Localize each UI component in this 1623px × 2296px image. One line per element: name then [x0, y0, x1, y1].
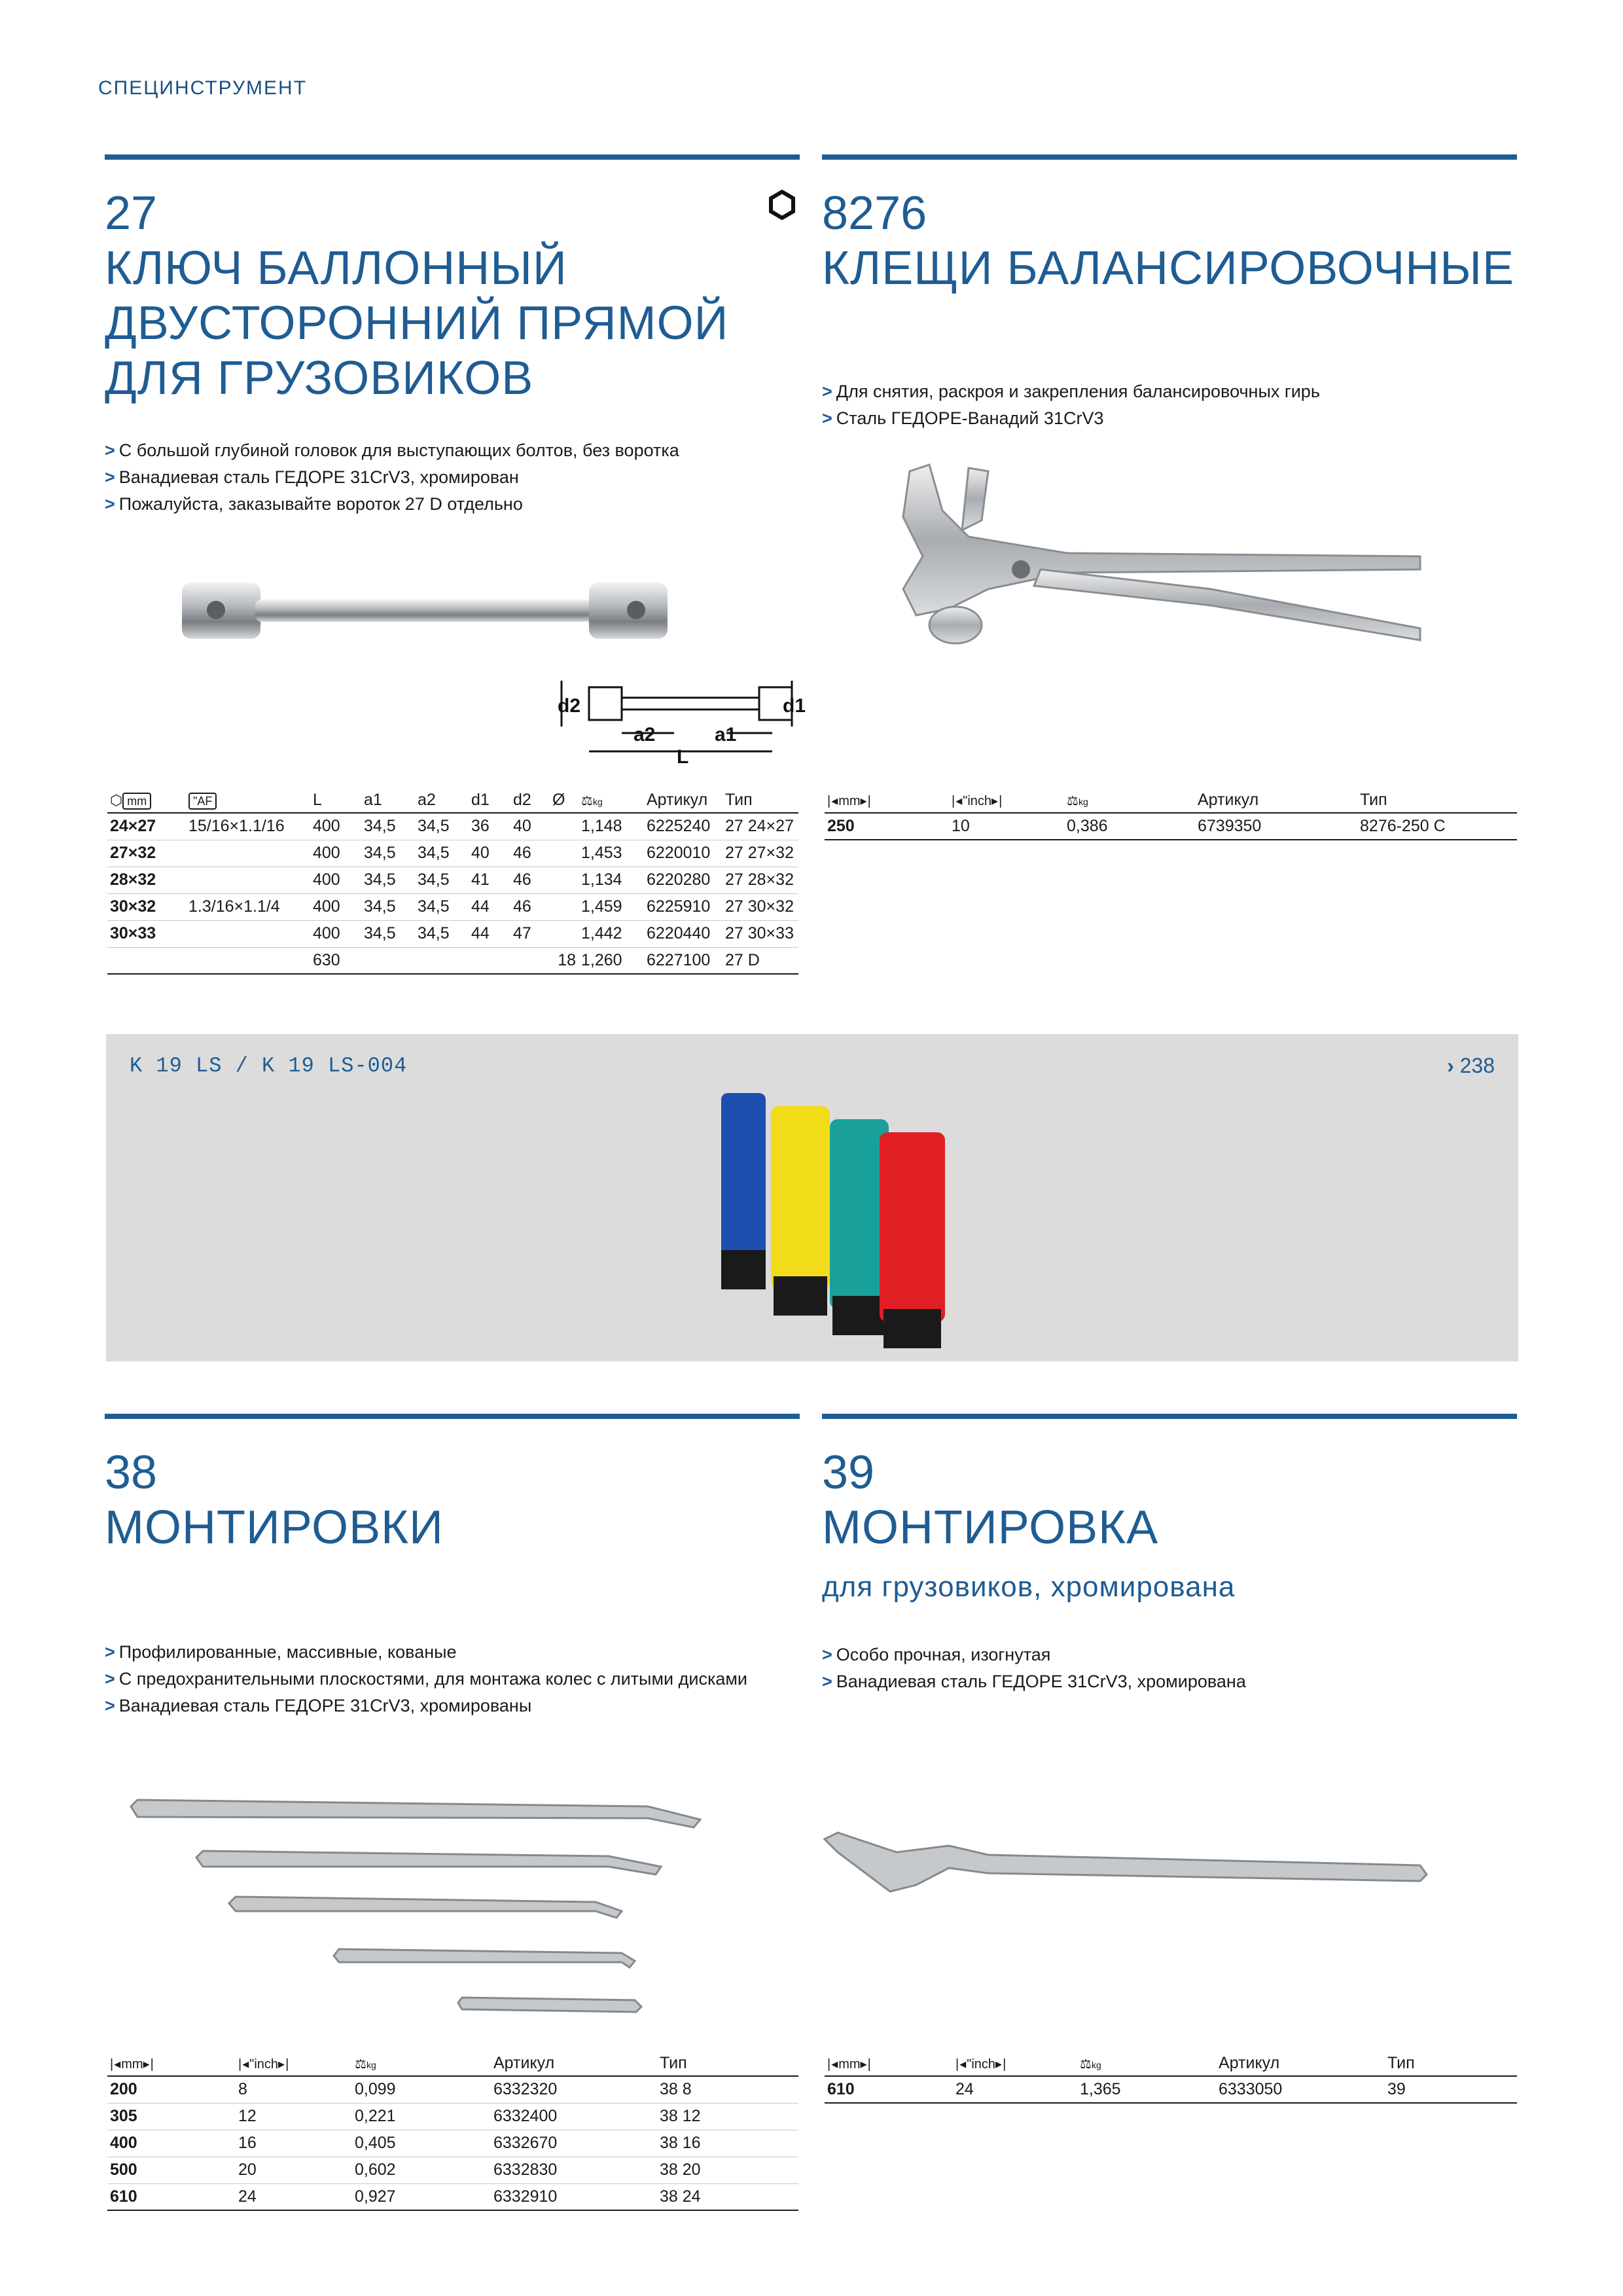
banner-reference: K 19 LS / K 19 LS-004 [130, 1054, 408, 1078]
col-article: Артикул [491, 2051, 657, 2076]
product-27-bullets [105, 437, 798, 518]
product-title-line: МОНТИРОВКИ [105, 1501, 444, 1554]
length-icon: |◂ [955, 2057, 967, 2072]
product-39-table [825, 2051, 1517, 2104]
table-row: 30×33 400 34,5 34,5 44 47 1,442 6220440 27 30×33 [107, 920, 798, 947]
bullet-item: > Сталь ГЕДОРЕ-Ванадий 31CrV3 [822, 408, 1104, 428]
col-inch: |◂"inch▸| [953, 2051, 1077, 2076]
col-mm: |◂mm▸| [825, 788, 949, 813]
col-a2: a2 [415, 788, 469, 813]
bullet-item: > Ванадиевая сталь ГЕДОРЕ 31CrV3, хромированы [105, 1696, 532, 1715]
table-row: 250 10 0,386 6739350 8276-250 C [825, 813, 1517, 840]
truck-tire-lever-image [818, 1826, 1433, 1905]
table-row: 24×27 15/16×1.1/16 400 34,5 34,5 36 40 1,148 6225240 27 24×27 [107, 813, 798, 840]
table-row: 400 16 0,405 6332670 38 16 [107, 2130, 798, 2157]
hex-icon: ⬡ [110, 792, 123, 808]
col-l: L [310, 788, 361, 813]
col-mm: ⬡ mm [107, 788, 186, 813]
bullet-item: > Ванадиевая сталь ГЕДОРЕ 31CrV3, хромирован [105, 467, 519, 487]
product-27-table [107, 788, 798, 975]
col-diameter: Ø [550, 788, 579, 813]
scale-icon: ⚖ [581, 794, 593, 808]
col-weight: ⚖kg [1064, 788, 1195, 813]
dim-d2: d2 [558, 695, 581, 717]
product-number: 8276 [822, 187, 927, 240]
bullet-item: > Для снятия, раскроя и закрепления балансировочных гирь [822, 382, 1320, 401]
section-label: СПЕЦИНСТРУМЕНТ [98, 77, 308, 99]
length-icon: |◂ [110, 2057, 122, 2072]
col-af: "AF [186, 788, 310, 813]
length-icon: |◂ [238, 2057, 250, 2072]
length-icon: |◂ [827, 2057, 839, 2072]
table-row: 500 20 0,602 6332830 38 20 [107, 2157, 798, 2183]
col-weight: ⚖kg [579, 788, 644, 813]
dim-a1: a1 [715, 724, 737, 745]
bullet-item: > Особо прочная, изогнутая [822, 1645, 1051, 1664]
bullet-item: > Профилированные, массивные, кованые [105, 1642, 457, 1662]
table-row: 610 24 1,365 6333050 39 [825, 2076, 1517, 2103]
product-title-line: ДЛЯ ГРУЗОВИКОВ [105, 352, 534, 404]
product-title-line: ДВУСТОРОННИЙ ПРЯМОЙ [105, 297, 729, 350]
col-weight: ⚖kg [1077, 2051, 1216, 2076]
product-38-table [107, 2051, 798, 2211]
wrench-dimension-diagram [556, 661, 812, 766]
table-row: 305 12 0,221 6332400 38 12 [107, 2103, 798, 2130]
product-number: 39 [822, 1446, 875, 1499]
bullet-item: > С большой глубиной головок для выступающих болтов, без воротка [105, 440, 679, 460]
length-icon: |◂ [952, 794, 963, 808]
product-8276 [822, 154, 1517, 296]
section-rule [105, 1414, 800, 1419]
col-type: Тип [722, 788, 798, 813]
table-row: 30×32 1.3/16×1.1/4 400 34,5 34,5 44 46 1,459 6225910 27 30×32 [107, 893, 798, 920]
tire-levers-image [124, 1787, 713, 2022]
product-number: 38 [105, 1446, 158, 1499]
col-d1: d1 [469, 788, 510, 813]
hex-icon [767, 190, 797, 223]
product-number: 27 [105, 187, 158, 240]
impact-sockets-image [708, 1080, 957, 1355]
dim-a2: a2 [633, 724, 656, 745]
dim-L: L [677, 746, 689, 766]
table-row: 630 18 1,260 6227100 27 D [107, 947, 798, 974]
product-title-line: КЛЕЩИ БАЛАНСИРОВОЧНЫЕ [822, 242, 1515, 295]
product-subtitle: для грузовиков, хромирована [822, 1571, 1236, 1603]
length-icon: |◂ [827, 794, 839, 808]
section-rule [822, 1414, 1517, 1419]
col-mm: |◂mm▸| [107, 2051, 236, 2076]
product-38 [105, 1414, 800, 1555]
table-row: 28×32 400 34,5 34,5 41 46 1,134 6220280 27 28×32 [107, 867, 798, 893]
scale-icon: ⚖ [355, 2057, 366, 2072]
col-type: Тип [1385, 2051, 1517, 2076]
scale-icon: ⚖ [1067, 794, 1079, 808]
scale-icon: ⚖ [1080, 2057, 1092, 2072]
col-weight: ⚖kg [352, 2051, 491, 2076]
wheel-wrench-image [177, 576, 674, 648]
product-8276-table [825, 788, 1517, 840]
product-39-bullets [822, 1641, 1516, 1695]
product-8276-bullets [822, 378, 1516, 432]
col-d2: d2 [510, 788, 550, 813]
product-title-line: МОНТИРОВКА [822, 1501, 1159, 1554]
col-a1: a1 [361, 788, 415, 813]
chevron-right-icon: › [1447, 1054, 1454, 1077]
bullet-item: > С предохранительными плоскостями, для монтажа колес с литыми дисками [105, 1669, 748, 1689]
balancing-pliers-image [870, 458, 1433, 648]
section-rule [822, 154, 1517, 160]
col-type: Тип [657, 2051, 798, 2076]
col-inch: |◂"inch▸| [236, 2051, 352, 2076]
table-row: 610 24 0,927 6332910 38 24 [107, 2183, 798, 2210]
product-27 [105, 154, 800, 406]
dim-d1: d1 [783, 695, 806, 717]
product-38-bullets [105, 1639, 798, 1719]
col-inch: |◂"inch▸| [949, 788, 1064, 813]
table-row: 27×32 400 34,5 34,5 40 46 1,453 6220010 27 27×32 [107, 840, 798, 867]
col-article: Артикул [644, 788, 722, 813]
product-title-line: КЛЮЧ БАЛЛОННЫЙ [105, 242, 567, 295]
table-row: 200 8 0,099 6332320 38 8 [107, 2076, 798, 2103]
page-reference-link[interactable]: › 238 [1447, 1054, 1495, 1077]
col-article: Артикул [1216, 2051, 1385, 2076]
section-rule [105, 154, 800, 160]
bullet-item: > Пожалуйста, заказывайте вороток 27 D отдельно [105, 494, 523, 514]
col-mm: |◂mm▸| [825, 2051, 953, 2076]
cross-reference-banner [106, 1034, 1518, 1361]
product-39 [822, 1414, 1517, 1604]
bullet-item: > Ванадиевая сталь ГЕДОРЕ 31CrV3, хромирована [822, 1672, 1246, 1691]
col-type: Тип [1357, 788, 1517, 813]
col-article: Артикул [1195, 788, 1357, 813]
